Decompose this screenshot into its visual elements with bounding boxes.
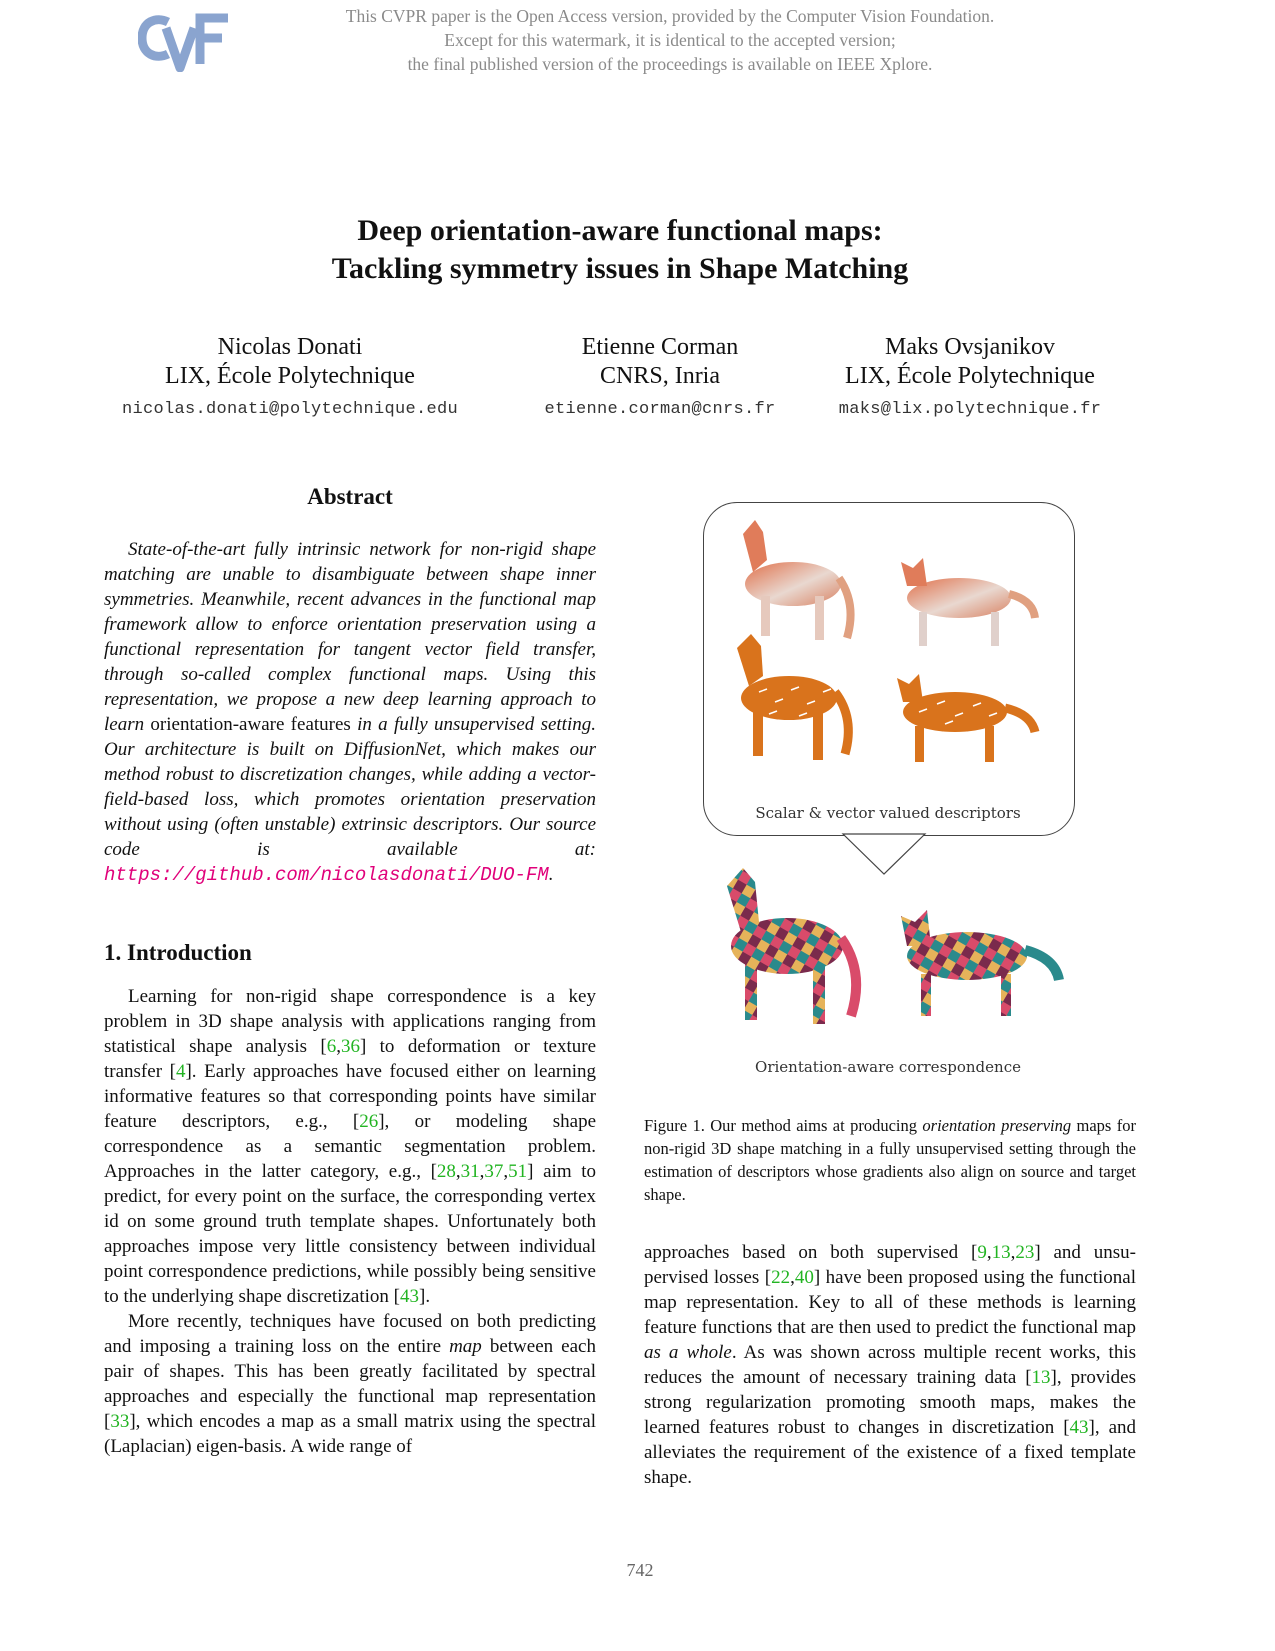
citation-link[interactable]: 28 xyxy=(436,1161,456,1182)
citation-link[interactable]: 31 xyxy=(460,1161,480,1182)
citation-link[interactable]: 6 xyxy=(326,1036,337,1057)
author-email[interactable]: nicolas.donati@polytechnique.edu xyxy=(121,400,459,419)
citation-link[interactable]: 51 xyxy=(508,1161,528,1182)
wolf-scalar-descriptor xyxy=(901,558,1035,646)
figure-caption: Figure 1. Our method aims at producing orientation preserving maps for non-rigid 3D shape matching in a fully unsupervised setting through the estimation of descriptors whose gradients also align on source and target shape. xyxy=(644,1116,1136,1204)
author-email[interactable]: maks@lix.polytechnique.fr xyxy=(838,400,1102,419)
introduction-heading: 1. Introduction xyxy=(104,940,252,965)
citation-link[interactable]: 23 xyxy=(1015,1242,1035,1263)
citation-link[interactable]: 4 xyxy=(175,1061,186,1082)
page-number: 742 xyxy=(626,1560,654,1580)
wolf-vector-descriptor xyxy=(897,674,1035,762)
abstract-text-b: in a fully unsupervised setting. Our architecture is built on DiffusionNet, which makes our method robust to discretization changes, while adding a vector-field-based loss, which promotes orientation preservation without using (often unstable) extrinsic descriptors. Our source code is available at: xyxy=(104,714,596,860)
right-column-paragraph: approaches based on both supervised [9,13,23] and unsupervised losses [22,40] have been proposed using the functional map representation. Key to all of these methods is learning feature functions that are then used to predict the functional map as a whole. As was shown across multiple recent works, this reduces the amount of necessary training data [13], provides strong regularization promoting smooth maps, makes the learned features robust to changes in discretization [43], and alleviates the requirement of the existence of a fixed template shape. xyxy=(644,1242,1136,1488)
citation-link[interactable]: 43 xyxy=(1069,1417,1089,1438)
author-affiliation: LIX, École Polytechnique xyxy=(845,363,1095,389)
author-block-2 xyxy=(500,333,820,424)
title-line-1: Deep orientation-aware functional maps: xyxy=(357,214,883,247)
figure-label-correspondence: Orientation-aware correspondence xyxy=(755,1058,1021,1076)
wolf-correspondence xyxy=(901,910,1059,1016)
citation-link[interactable]: 40 xyxy=(794,1267,814,1288)
introduction-body xyxy=(104,984,596,1459)
watermark-line-2: Except for this watermark, it is identical to the accepted version; xyxy=(444,30,896,50)
citation-link[interactable]: 9 xyxy=(977,1242,987,1263)
citation-link[interactable]: 22 xyxy=(771,1267,791,1288)
abstract-text-a: State-of-the-art fully intrinsic network for non-rigid shape matching are unable to disambiguate between shape inner symmetries. Meanwhile, recent advances in the functional map framework allow to enforce orientation preservation using a functional representation for tangent vector field transfer, through so-called complex functional maps. Using this representation, we propose a new deep learning approach to learn xyxy=(104,539,596,735)
citation-link[interactable]: 43 xyxy=(400,1286,419,1307)
author-affiliation: CNRS, Inria xyxy=(600,363,720,389)
horse-correspondence xyxy=(727,868,856,1024)
open-access-watermark xyxy=(300,4,1040,76)
citation-link[interactable]: 13 xyxy=(991,1242,1011,1263)
figure-illustration xyxy=(703,502,1075,882)
figure-label-descriptors: Scalar & vector valued descriptors xyxy=(755,804,1021,822)
author-name: Maks Ovsjanikov xyxy=(885,334,1055,360)
title-line-2: Tackling symmetry issues in Shape Matching xyxy=(331,252,909,285)
abstract-body xyxy=(104,537,596,888)
citation-link[interactable]: 33 xyxy=(110,1411,130,1432)
watermark-line-1: This CVPR paper is the Open Access version, provided by the Computer Vision Foundation. xyxy=(345,6,995,26)
horse-vector-descriptor xyxy=(737,634,848,760)
intro-paragraph-1: Learning for non-rigid shape correspondence is a key problem in 3D shape analysis with applications ranging from statistical shape analysis [6,36] to deformation or texture transfer [4]. Early approaches have focused either on learning informative features so that corresponding points have similar feature descriptors, e.g., [26], or modeling shape correspondence as a semantic segmentation problem. Approaches in the latter category, e.g., [28,31,37,51] aim to predict, for every point on the surface, the corresponding vertex id on some ground truth template shapes. Unfortunately both approaches impose very little consistency between individual point correspondence predictions, while possibly being sensitive to the underlying shape discretization [43]. xyxy=(104,986,597,1307)
cvf-logo-icon xyxy=(138,8,230,72)
author-block-1 xyxy=(100,333,480,424)
author-name: Etienne Corman xyxy=(581,334,739,360)
right-column-body xyxy=(644,1240,1136,1490)
source-code-link[interactable]: https://github.com/nicolasdonati/DUO-FM xyxy=(104,864,549,886)
author-affiliation: LIX, École Polytechnique xyxy=(165,363,415,389)
author-name: Nicolas Donati xyxy=(217,334,363,360)
abstract-heading: Abstract xyxy=(307,484,393,509)
citation-link[interactable]: 13 xyxy=(1031,1367,1051,1388)
citation-link[interactable]: 26 xyxy=(359,1111,379,1132)
abstract-text-end: . xyxy=(548,864,554,885)
paper-title xyxy=(180,212,1060,288)
author-block-3 xyxy=(790,333,1150,424)
figure-correspondence-illustration xyxy=(703,850,1083,1060)
citation-link[interactable]: 37 xyxy=(484,1161,504,1182)
watermark-line-3: the final published version of the proceedings is available on IEEE Xplore. xyxy=(407,54,933,74)
horse-scalar-descriptor xyxy=(743,520,851,640)
abstract-upright-text: orientation-aware features xyxy=(150,714,351,735)
citation-link[interactable]: 36 xyxy=(340,1036,360,1057)
intro-paragraph-2: More recently, techniques have focused on both predicting and imposing a training loss on the entire map between each pair of shapes. This has been greatly facilitated by spectral approaches and especially the functional map representation [33], which encodes a map as a small matrix using the spectral (Laplacian) eigen-basis. A wide range of xyxy=(104,1311,596,1457)
author-email[interactable]: etienne.corman@cnrs.fr xyxy=(544,400,776,419)
